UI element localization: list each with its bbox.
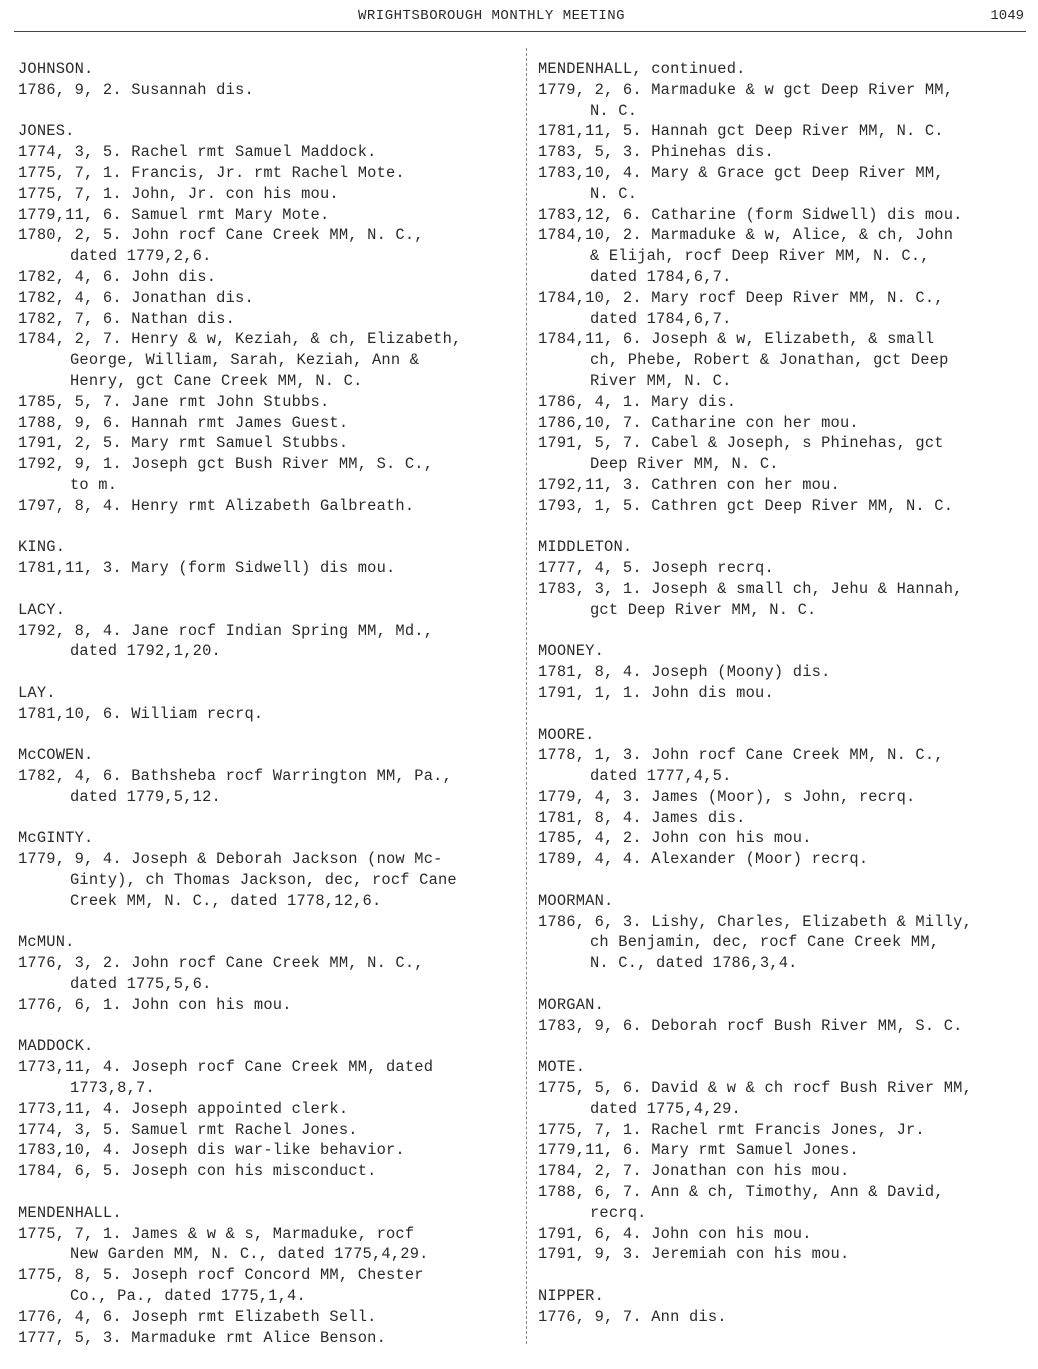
family-group [18,59,523,101]
entry-continuation: dated 1775,4,29. [590,1099,741,1118]
record-entry: 1783, 3, 1. Joseph & small ch, Jehu & Hannah, [538,579,963,598]
family-group [538,1286,1028,1328]
record-entry: 1781,11, 3. Mary (form Sidwell) dis mou. [18,559,396,578]
record-entry: 1793, 1, 5. Cathren gct Deep River MM, N. C. [538,496,954,515]
family-group [538,891,1028,974]
record-entry: 1783,10, 4. Joseph dis war-like behavior. [18,1141,405,1160]
record-entry: 1779, 4, 3. James (Moor), s John, recrq. [538,787,916,806]
record-entry: 1782, 4, 6. Jonathan dis. [18,288,254,307]
record-entry: 1781,10, 6. William recrq. [18,704,264,723]
record-entry: 1791, 5, 7. Cabel & Joseph, s Phinehas, gct [538,434,944,453]
record-entry: 1775, 7, 1. Francis, Jr. rmt Rachel Mote. [18,163,405,182]
record-entry: 1777, 5, 3. Marmaduke rmt Alice Benson. [18,1328,386,1347]
surname-heading: MOONEY. [538,642,605,661]
record-entry: 1783, 5, 3. Phinehas dis. [538,143,774,162]
family-group [538,725,1028,871]
record-entry: 1783, 9, 6. Deborah rocf Bush River MM, S. C. [538,1016,963,1035]
record-entry: 1775, 8, 5. Joseph rocf Concord MM, Chester [18,1266,424,1285]
entry-continuation: dated 1784,6,7. [590,267,732,286]
entry-continuation: dated 1784,6,7. [590,309,732,328]
family-group [538,59,1028,517]
record-entry: 1775, 5, 6. David & w & ch rocf Bush River MM, [538,1079,973,1098]
family-group [18,600,523,662]
family-group [18,683,523,725]
family-group [538,1057,1028,1265]
record-entry: 1781, 8, 4. Joseph (Moony) dis. [538,663,831,682]
entry-continuation: dated 1779,2,6. [70,247,212,266]
record-entry: 1784, 2, 7. Henry & w, Keziah, & ch, Elizabeth, [18,330,462,349]
left-column [18,59,523,1369]
family-group [538,995,1028,1037]
surname-heading: LAY. [18,683,56,702]
entry-continuation: recrq. [590,1203,647,1222]
family-group [18,745,523,807]
entry-continuation: to m. [70,475,118,494]
record-entry: 1780, 2, 5. John rocf Cane Creek MM, N. C., [18,226,424,245]
page-header [0,8,1038,30]
record-entry: 1784, 6, 5. Joseph con his misconduct. [18,1162,377,1181]
record-entry: 1792, 9, 1. Joseph gct Bush River MM, S. C., [18,455,434,474]
record-entry: 1773,11, 4. Joseph appointed clerk. [18,1099,349,1118]
record-entry: 1779,11, 6. Mary rmt Samuel Jones. [538,1141,859,1160]
surname-heading: KING. [18,538,66,557]
entry-continuation: Ginty), ch Thomas Jackson, dec, rocf Cane [70,871,457,890]
entry-continuation: dated 1777,4,5. [590,767,732,786]
surname-heading: MOORMAN. [538,891,614,910]
surname-heading: MOORE. [538,725,595,744]
record-entry: 1782, 4, 6. John dis. [18,267,217,286]
record-entry: 1776, 6, 1. John con his mou. [18,995,292,1014]
entry-continuation: N. C. [590,101,638,120]
surname-heading: MIDDLETON. [538,538,633,557]
record-entry: 1782, 4, 6. Bathsheba rocf Warrington MM, Pa., [18,767,453,786]
surname-heading: McGINTY. [18,829,94,848]
record-entry: 1776, 3, 2. John rocf Cane Creek MM, N. C., [18,954,424,973]
record-entry: 1792,11, 3. Cathren con her mou. [538,475,840,494]
family-group [18,1203,523,1349]
record-entry: 1778, 1, 3. John rocf Cane Creek MM, N. C., [538,746,944,765]
family-group [538,537,1028,620]
record-entry: 1781, 8, 4. James dis. [538,808,746,827]
right-column [538,59,1028,1348]
record-entry: 1784,11, 6. Joseph & w, Elizabeth, & small [538,330,935,349]
record-entry: 1783,12, 6. Catharine (form Sidwell) dis mou. [538,205,963,224]
entry-continuation: River MM, N. C. [590,371,732,390]
record-entry: 1774, 3, 5. Samuel rmt Rachel Jones. [18,1120,358,1139]
record-entry: 1773,11, 4. Joseph rocf Cane Creek MM, dated [18,1058,434,1077]
record-entry: 1775, 7, 1. John, Jr. con his mou. [18,184,339,203]
record-entry: 1782, 7, 6. Nathan dis. [18,309,236,328]
record-entry: 1777, 4, 5. Joseph recrq. [538,559,774,578]
record-entry: 1774, 3, 5. Rachel rmt Samuel Maddock. [18,143,377,162]
surname-heading: McMUN. [18,933,75,952]
entry-continuation: Creek MM, N. C., dated 1778,12,6. [70,891,382,910]
record-entry: 1788, 6, 7. Ann & ch, Timothy, Ann & David, [538,1183,944,1202]
entry-continuation: Henry, gct Cane Creek MM, N. C. [70,371,363,390]
record-entry: 1779, 9, 4. Joseph & Deborah Jackson (now Mc- [18,850,443,869]
record-entry: 1784,10, 2. Marmaduke & w, Alice, & ch, John [538,226,954,245]
record-entry: 1797, 8, 4. Henry rmt Alizabeth Galbreath. [18,496,415,515]
record-entry: 1789, 4, 4. Alexander (Moor) recrq. [538,850,869,869]
record-entry: 1776, 4, 6. Joseph rmt Elizabeth Sell. [18,1307,377,1326]
record-entry: 1784,10, 2. Mary rocf Deep River MM, N. C., [538,288,944,307]
record-entry: 1783,10, 4. Mary & Grace gct Deep River MM, [538,163,944,182]
record-entry: 1779,11, 6. Samuel rmt Mary Mote. [18,205,330,224]
entry-continuation: dated 1779,5,12. [70,787,221,806]
entry-continuation: ch Benjamin, dec, rocf Cane Creek MM, [590,933,940,952]
entry-continuation: Co., Pa., dated 1775,1,4. [70,1287,306,1306]
record-entry: 1786, 4, 1. Mary dis. [538,392,737,411]
record-entry: 1791, 6, 4. John con his mou. [538,1224,812,1243]
record-entry: 1781,11, 5. Hannah gct Deep River MM, N. C. [538,122,944,141]
record-entry: 1786, 6, 3. Lishy, Charles, Elizabeth & Milly, [538,912,973,931]
record-entry: 1775, 7, 1. Rachel rmt Francis Jones, Jr. [538,1120,925,1139]
family-group [538,641,1028,703]
family-group [18,1036,523,1182]
family-group [18,932,523,1015]
header-rule [14,31,1026,32]
entry-continuation: N. C. [590,184,638,203]
entry-continuation: dated 1775,5,6. [70,975,212,994]
entry-continuation: gct Deep River MM, N. C. [590,600,817,619]
surname-heading: McCOWEN. [18,746,94,765]
surname-heading: JONES. [18,122,75,141]
page-number: 1049 [990,8,1024,24]
entry-continuation: N. C., dated 1786,3,4. [590,954,798,973]
record-entry: 1791, 2, 5. Mary rmt Samuel Stubbs. [18,434,349,453]
surname-heading: MENDENHALL, continued. [538,60,746,78]
record-entry: 1776, 9, 7. Ann dis. [538,1307,727,1326]
family-group [18,828,523,911]
entry-continuation: George, William, Sarah, Keziah, Ann & [70,351,420,370]
record-entry: 1785, 5, 7. Jane rmt John Stubbs. [18,392,330,411]
surname-heading: NIPPER. [538,1287,605,1306]
record-entry: 1791, 1, 1. John dis mou. [538,683,774,702]
record-entry: 1791, 9, 3. Jeremiah con his mou. [538,1245,850,1264]
record-entry: 1775, 7, 1. James & w & s, Marmaduke, rocf [18,1224,415,1243]
record-entry: 1779, 2, 6. Marmaduke & w gct Deep River MM, [538,80,954,99]
record-entry: 1788, 9, 6. Hannah rmt James Guest. [18,413,349,432]
surname-heading: LACY. [18,600,66,619]
entry-continuation: dated 1792,1,20. [70,642,221,661]
entry-continuation: 1773,8,7. [70,1079,155,1098]
surname-heading: MOTE. [538,1058,586,1077]
column-divider [526,48,527,1344]
header-title: WRIGHTSBOROUGH MONTHLY MEETING [358,8,626,24]
entry-continuation: ch, Phebe, Robert & Jonathan, gct Deep [590,351,949,370]
entry-continuation: & Elijah, rocf Deep River MM, N. C., [590,247,930,266]
entry-continuation: New Garden MM, N. C., dated 1775,4,29. [70,1245,429,1264]
surname-heading: JOHNSON. [18,60,94,78]
family-group [18,121,523,516]
record-entry: 1784, 2, 7. Jonathan con his mou. [538,1162,850,1181]
surname-heading: MENDENHALL. [18,1203,122,1222]
surname-heading: MORGAN. [538,995,605,1014]
record-entry: 1785, 4, 2. John con his mou. [538,829,812,848]
record-entry: 1786,10, 7. Catharine con her mou. [538,413,859,432]
surname-heading: MADDOCK. [18,1037,94,1056]
record-entry: 1792, 8, 4. Jane rocf Indian Spring MM, Md., [18,621,434,640]
entry-continuation: Deep River MM, N. C. [590,455,779,474]
record-entry: 1786, 9, 2. Susannah dis. [18,80,254,99]
family-group [18,537,523,579]
